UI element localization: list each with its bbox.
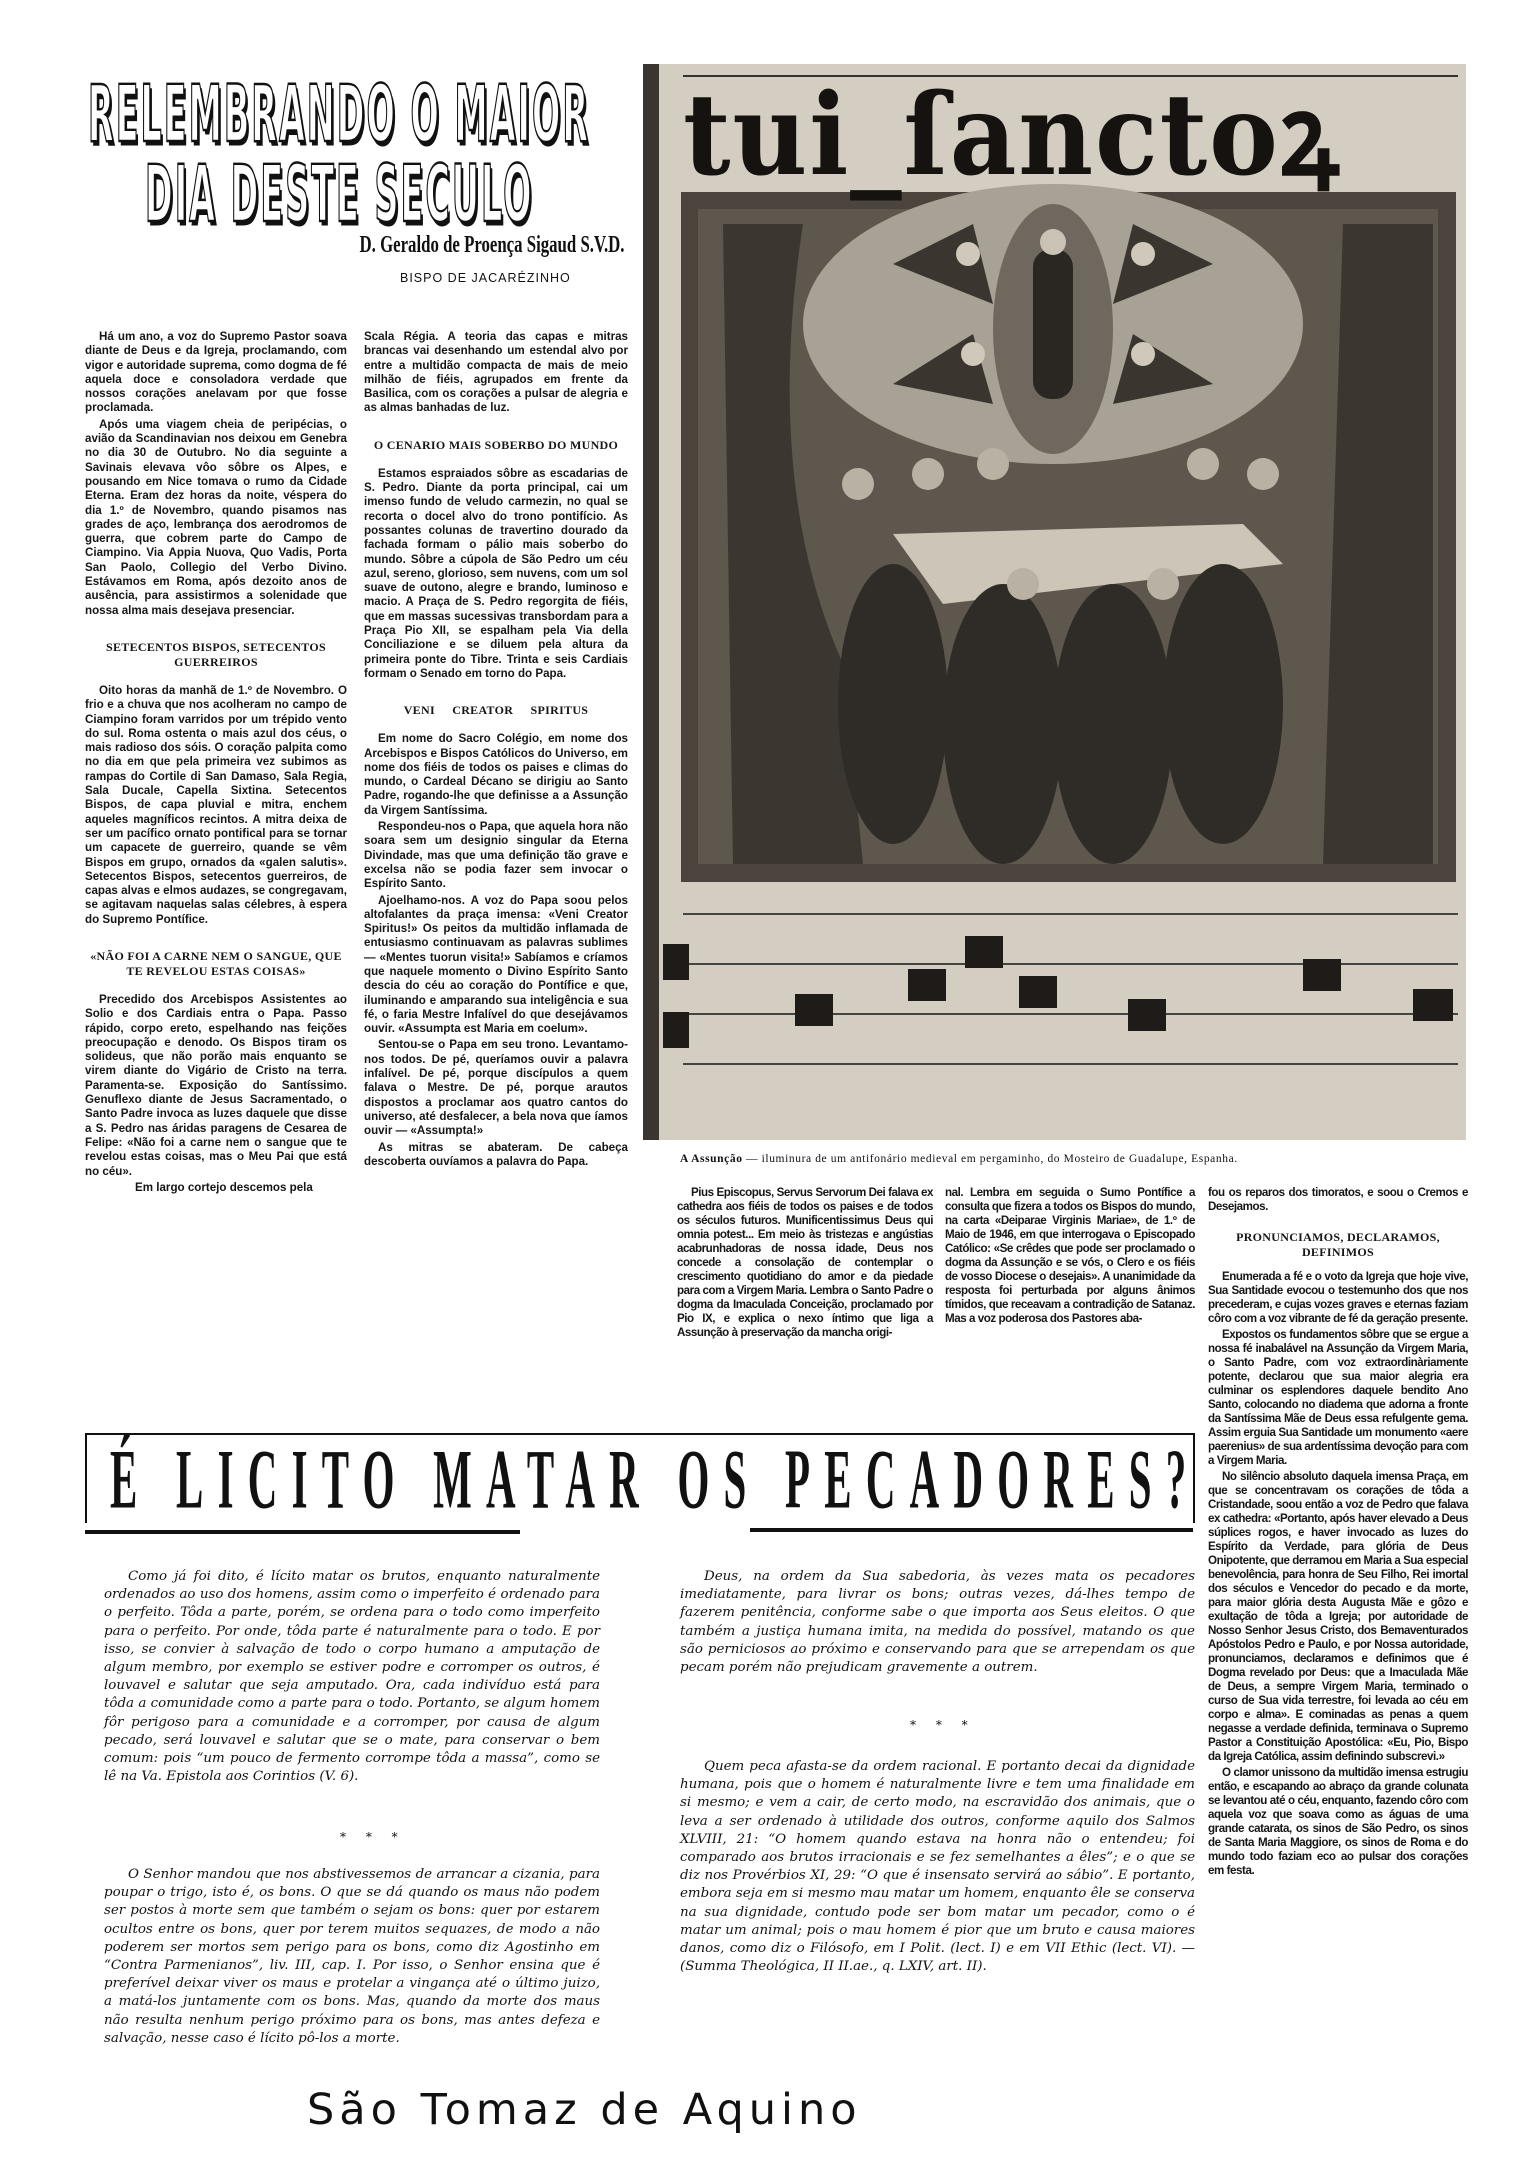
paragraph: O Senhor mandou que nos abstivessemos de arrancar a cizania, para poupar o trigo, isto é, os bons. O que se dá quando os maus não podem ser postos à morte sem que também o sejam os bons: quer por estarem ocultos entre os bons, quer por terem muitos sequazes, de modo a não poderem ser mortos sem perigo para os bons, como diz Agostinho em “Contra Parmenianos”, liv. III, cap. I. Por isso, o Senhor ensina que é preferível deixar viver os maus e protelar a vingança até o último juizo, a matá-los juntamente com os bons. Mas, quando da morte dos maus não resulta nenhum perigo próximo para os bons, mas antes defeza e salvação, nesse caso é lícito pô-los a morte.: [104, 1867, 600, 2046]
caption-text: — iluminura de um antifonário medieval em pergaminho, do Mosteiro de Guadalupe, Espanha.: [746, 1153, 1238, 1165]
section-separator: * * *: [910, 1718, 976, 1732]
author-signature: São Tomaz de Aquino: [307, 2085, 862, 2135]
paragraph: Scala Régia. A teoria das capas e mitras brancas vai desenhando um estendal alvo por entre a multidão compacta de mais de meio milhão de fiéis, agrupados em frente da Basilica, com os corações a pulsar de alegria e as almas banhadas de luz.: [364, 330, 628, 415]
paragraph: Em largo cortejo descemos pela: [135, 1180, 313, 1194]
article-title-line-1: RELEMBRANDO O MAIOR: [88, 70, 591, 161]
essay-left-part-2: [104, 1866, 600, 2048]
essay-right-part-2: [680, 1758, 1195, 1976]
section-heading: «NÃO FOI A CARNE NEM O SANGUE, QUE TE REVELOU ESTAS COISAS»: [90, 948, 342, 978]
section-heading: VENI CREATOR SPIRITUS: [403, 703, 589, 718]
section-heading: SETECENTOS BISPOS, SETECENTOS GUERREIROS: [105, 639, 327, 669]
paragraph: As mitras se abateram. De cabeça descoberta ouvíamos a palavra do Papa.: [364, 1140, 628, 1168]
paragraph: O clamor unissono da multidão imensa estrugiu então, e escapando ao abraço da grande colunata se levantou até o céu, enquanto, fazendo côro com aquela voz que soava como as águas de uma grande catarata, os sinos de São Pedro, os sinos de Santa Maria Maggiore, os sinos de Roma e do mundo todo faziam eco ao pulsar dos corações em festa.: [1208, 1766, 1468, 1877]
caption-title: A Assunção: [680, 1153, 743, 1165]
author-name: D. Geraldo de Proença Sigaud S.V.D.: [359, 232, 624, 258]
paragraph: Oito horas da manhã de 1.º de Novembro. O frio e a chuva que nos acolheram no campo de Ciampino foram varridos por um trépido vento do sul. Roma ostenta o mais azul dos céus, o mais radioso dos sóis. O coração palpita como no dia em que pela primeira vez subimos as rampas do Cortile di San Damaso, Sala Regia, Sala Ducale, Capella Sixtina. Setecentos Bispos, de capa pluvial e mitra, enchem aqueles magníficos recintos. A mitra deixa de ser um pacífico ornato pontifical para se tornar um capacete de guerreiro, quande se vêm Bispos em grupo, ornados da «galen salutis». Setecentos Bispos, setecentos guerreiros, de capas alvas e elmos audazes, se congregavam, se agitavam naquelas salas célebres, à espera do Supremo Pontífice.: [85, 683, 347, 926]
paragraph: Como já foi dito, é lícito matar os brutos, enquanto naturalmente ordenados ao uso dos homens, assim como o imperfeito é ordenado para o perfeito. Tôda a parte, porém, se ordena para o todo como imperfeito para o perfeito. Por onde, tôda parte é naturalmente para o todo. E por isso, se convier à salvação de todo o corpo humano a amputação de algum membro, por exemplo se estiver podre e corromper os outros, é louvavel e salutar que seja amputado. Ora, cada indivíduo está para tôda a comunidade como a parte para o todo. Portanto, se algum homem fôr perigoso para a comunidade e a corromper, por causa de algum pecado, será louvavel e salutar que se o mate, para conservar o bem comum: pois “um pouco de fermento corrompe tôda a massa”, como se lê na Va. Epistola aos Corintios (V. 6).: [104, 1569, 600, 1785]
section-separator: * * *: [340, 1830, 406, 1844]
paragraph: Após uma viagem cheia de peripécias, o avião da Scandinavian nos deixou em Genebra no dia 30 de Outubro. No dia seguinte a Savinais elevava vôo sôbre os Alpes, e pousando em Nice tomava o rumo da Cidade Eterna. Eram dez horas da noite, véspera do dia 1.º de Novembro, quando pisamos nas grades de aço, lembrança dos aerodromos de guerra, que cobrem parte do Campo de Ciampino. Via Appia Nuova, Quo Vadis, Porta San Paolo, Collegio del Verbo Divino. Estávamos em Roma, após dezoito anos de ausência, para assistirmos a solenidade que nossa alma mais desejava presenciar.: [85, 417, 347, 617]
paragraph: No silêncio absoluto daquela imensa Praça, em que se concentravam os corações de tôda a Cristandade, soou então a voz de Pedro que falava ex cathedra: «Portanto, após haver elevado a Deus súplices rogos, e haver invocado as luzes do Espírito da Verdade, para glória de Deus Onipotente, que derramou em Maria a Sua especial benevolência, para honra de Seu Filho, Rei imortal dos séculos e Vencedor do pecado e da morte, para maior glória desta Augusta Mãe e gôzo e exultação de tôda a Igreja; por autoridade de Nosso Senhor Jesus Cristo, dos Bemaventurados Apóstolos Pedro e Paulo, e por Nossa autoridade, pronunciamos, declaramos e definimos que é Dogma revelado por Deus: que a Imaculada Mãe de Deus, a sempre Virgem Maria, terminado o curso de Sua vida terrestre, foi levada ao céu em corpo e alma». E cominadas as penas a quem negasse a verdade definida, terminava o Supremo Pastor a Constituição Apostólica: «Eu, Pio, Bispo da Igreja Católica, assim definindo subscrevi.»: [1208, 1470, 1468, 1763]
paragraph: Deus, na ordem da Sua sabedoria, às vezes mata os pecadores imediatamente, para livrar os bons; outras vezes, dá-lhes tempo de fazerem penitência, conforme sabe o que importa aos Seus eleitos. O que também a justiça humana imita, na medida do possível, matando os que são perniciosos ao próximo e conservando para que se arrependam os que pecam porém não prejudicam gravemente a outrem.: [680, 1569, 1195, 1676]
article-column-4: [945, 1186, 1195, 1326]
paragraph: Expostos os fundamentos sôbre que se ergue a nossa fé inabalável na Assunção da Virgem Maria, o Santo Padre, com voz extraordinàriamente potente, declarou que sua maior alegria era culminar os esplendores daquele bendito Ano Santo, colocando no diadema que adorna a fronte da Santíssima Mãe de Deus essa refulgente gema. Assim erguia Sua Santidade um monumento «aere paerenius» de sua ardentíssima devoção para com a Virgem Maria.: [1208, 1328, 1468, 1467]
paragraph: Precedido dos Arcebispos Assistentes ao Solio e dos Cardiais entra o Papa. Passo rápido, corpo ereto, espelhando nas feições preocupação e denodo. Os Bispos tiram os solideus, que não porão mais enquanto se virem diante do Vigário de Cristo na terra. Paramenta-se. Exposição do Santíssimo. Genuflexo diante de Jesus Sacramentado, o Santo Padre invoca as luzes daquele que disse a S. Pedro nas áridas paragens de Cesarea de Felipe: «Não foi a carne nem o sangue que te revelou estas coisas, mas o Meu Pai que está no céu».: [85, 992, 347, 1178]
article-column-3: [677, 1186, 933, 1340]
section-heading: O CENARIO MAIS SOBERBO DO MUNDO: [373, 437, 619, 452]
paragraph: Ajoelhamo-nos. A voz do Papa soou pelos altofalantes da praça imensa: «Veni Creator Spiritus!» Os peitos da multidão inflamada de entusiasmo continuavam as palavras sublimes — «Mentes tuorun visita!» Sabíamos e críamos que naquele momento o Divino Espírito Santo descia do céu ao coração do Pontífice e que, iluminando e amparando sua inteligência e sua fé, o faria Mestre Infalível do que desejávamos ouvir. «Assumpta est Maria em coelum».: [364, 893, 628, 1036]
author-role: BISPO DE JACARÉZINHO: [400, 271, 571, 285]
paragraph: Em nome do Sacro Colégio, em nome dos Arcebispos e Bispos Católicos do Universo, em nome dos fiéis de todos os paises e climas do mundo, o Cardeal Décano se dirigiu ao Santo Padre, rogando-lhe que definisse a a Assunção da Virgem Santíssima.: [364, 732, 628, 817]
essay-left-part-1: [104, 1568, 600, 1786]
article-column-5: [1208, 1186, 1468, 1878]
headline-rule-left: [85, 1530, 520, 1534]
section-heading: PRONUNCIAMOS, DECLARAMOS, DEFINIMOS: [1236, 1230, 1440, 1259]
paragraph: Quem peca afasta-se da ordem racional. E portanto decai da dignidade humana, pois que o homem é naturalmente livre e tem uma finalidade em si mesmo; e vem a cair, de certo modo, na escravidão dos animais, que o leva a ser ordenado à utilidade dos outros, conforme aquilo dos Salmos XLVIII, 21: “O homem quando estava na honra não o entendeu; foi comparado aos brutos irracionais e se fez semelhantes a êles”; e o que se diz nos Provérbios XI, 29: “O que é insensato servirá ao sábio”. E portanto, embora seja em si mesmo mau matar um homem, enquanto êle se conserva na sua dignidade, contudo pode ser bom matar um pecador, como o é matar um animal; pois o mau homem é pior que um bruto e causa maiores danos, como diz o Filósofo, em I Polit. (lect. I) e em VII Ethic (lect. VI). — (Summa Theológica, II II.ae., q. LXIV, art. II).: [680, 1759, 1195, 1975]
paragraph: Sentou-se o Papa em seu trono. Levantamo-nos todos. De pé, queríamos ouvir a palavra infalível. De pé, porque discípulos a quem falava o Mestre. De pé, porque arautos dispostos a proclamar aos quatro cantos do universo, até desfalecer, a bela nova que íamos ouvir — «Assumpta!»: [364, 1038, 628, 1138]
headline: É LICITO MATAR OS PECADORES?: [110, 1433, 1201, 1527]
paragraph: Pius Episcopus, Servus Servorum Dei falava ex cathedra aos fiéis de todos os paises e de todos os séculos futuros. Munificentissimus Deus qui omnia potest... Em meio às tristezas e angústias acabrunhadoras de nossa idade, Deus nos concede a consolação de contemplar o crescimento quotidiano do amor e da piedade para com a Virgem Maria. Lembra o Santo Padre o dogma da Imaculada Conceição, proclamado por Pio IX, e explica o nexo íntimo que liga a Assunção à preservação da mancha origi-: [677, 1186, 934, 1339]
illumination-photo: [643, 64, 1466, 1140]
paragraph: Enumerada a fé e o voto da Igreja que hoje vive, Sua Santidade evocou o testemunho dos que nos precederam, e cujas vozes graves e eternas faziam côro com a voz vibrante de fé da geração presente.: [1208, 1270, 1468, 1325]
paragraph: Há um ano, a voz do Supremo Pastor soava diante de Deus e da Igreja, proclamando, com vigor e autoridade suprema, como dogma de fé aquela doce e consoladora verdade que nossos corações anelavam por que fosse proclamada.: [85, 330, 347, 415]
article-title-line-2: DIA DESTE SECULO: [145, 150, 534, 241]
manuscript-lettering: tui_ſanctoꝝ: [683, 70, 1342, 201]
article-column-2: [364, 330, 628, 1169]
paragraph: fou os reparos dos timoratos, e soou o Cremos e Desejamos.: [1208, 1186, 1468, 1213]
paragraph: nal. Lembra em seguida o Sumo Pontífice a consulta que fizera a todos os Bispos do mundo, na carta «Deiparae Virginis Mariae», de 1.º de Maio de 1946, em que interrogava o Episcopado Católico: «Se crêdes que pode ser proclamado o dogma da Assunção e se vós, o Clero e os fiéis de vosso Diocese o desejais». A unanimidade da resposta foi perturbada por alguns ânimos tímidos, que receavam a contradição de Satanaz. Mas a voz poderosa dos Pastores aba-: [945, 1186, 1195, 1325]
photo-caption: [680, 1153, 1238, 1165]
paragraph: Estamos espraiados sôbre as escadarias de S. Pedro. Diante da porta principal, cai um imenso fundo de veludo carmezin, no qual se recorta o docel alvo do trono pontifício. As possantes colunas de travertino dourado da fachada formam o pálio mais soberbo do mundo. Sôbre a cúpola de São Pedro um céu azul, sereno, glorioso, sem nuvens, com um sol suave de outono, alegre e brando, luminoso e macio. A Praça de S. Pedro regorgita de fiéis, que em massas sucessivas transbordam para a Praça Pio XII, se espalham pela Via della Conciliazione e se diluem pela altura da primeira ponte do Tibre. Trinta e seis Cardiais formam o Senado em torno do Papa.: [364, 466, 628, 680]
essay-right-part-1: [680, 1568, 1195, 1677]
paragraph: Respondeu-nos o Papa, que aquela hora não soara sem um designio singular da Eterna Divindade, mas que uma definição tão grave e excelsa não se podia fazer sem invocar o Espírito Santo.: [364, 820, 628, 891]
article-column-1: [85, 330, 347, 1195]
assumption-illumination-image: [643, 64, 1466, 1140]
